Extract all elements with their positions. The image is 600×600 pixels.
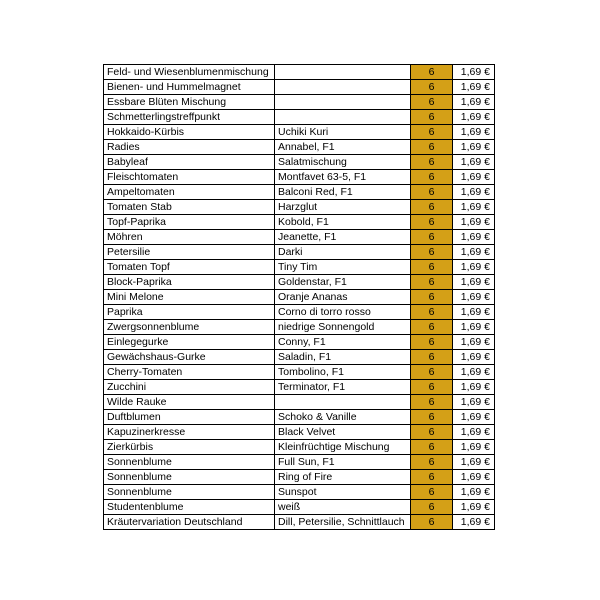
variety-cell: Black Velvet bbox=[275, 425, 411, 440]
plant-name-cell: Studentenblume bbox=[104, 500, 275, 515]
quantity-cell: 6 bbox=[411, 140, 453, 155]
quantity-cell: 6 bbox=[411, 350, 453, 365]
variety-cell bbox=[275, 80, 411, 95]
price-cell: 1,69 € bbox=[453, 260, 495, 275]
quantity-cell: 6 bbox=[411, 80, 453, 95]
variety-cell bbox=[275, 95, 411, 110]
variety-cell: niedrige Sonnengold bbox=[275, 320, 411, 335]
plant-name-cell: Cherry-Tomaten bbox=[104, 365, 275, 380]
plant-name-cell: Kapuzinerkresse bbox=[104, 425, 275, 440]
table-row bbox=[104, 290, 495, 305]
plant-name-cell: Zierkürbis bbox=[104, 440, 275, 455]
plant-name-cell: Einlegegurke bbox=[104, 335, 275, 350]
variety-cell: Conny, F1 bbox=[275, 335, 411, 350]
plant-name-cell: Schmetterlingstreffpunkt bbox=[104, 110, 275, 125]
table-row bbox=[104, 95, 495, 110]
price-cell: 1,69 € bbox=[453, 320, 495, 335]
variety-cell: Oranje Ananas bbox=[275, 290, 411, 305]
variety-cell bbox=[275, 110, 411, 125]
plant-name-cell: Tomaten Topf bbox=[104, 260, 275, 275]
price-cell: 1,69 € bbox=[453, 140, 495, 155]
price-cell: 1,69 € bbox=[453, 395, 495, 410]
quantity-cell: 6 bbox=[411, 290, 453, 305]
plant-name-cell: Ampeltomaten bbox=[104, 185, 275, 200]
quantity-cell: 6 bbox=[411, 215, 453, 230]
plant-name-cell: Duftblumen bbox=[104, 410, 275, 425]
quantity-cell: 6 bbox=[411, 440, 453, 455]
table-row bbox=[104, 170, 495, 185]
plant-name-cell: Fleischtomaten bbox=[104, 170, 275, 185]
variety-cell: Schoko & Vanille bbox=[275, 410, 411, 425]
quantity-cell: 6 bbox=[411, 65, 453, 80]
price-cell: 1,69 € bbox=[453, 350, 495, 365]
price-cell: 1,69 € bbox=[453, 515, 495, 530]
quantity-cell: 6 bbox=[411, 365, 453, 380]
table-row bbox=[104, 320, 495, 335]
price-cell: 1,69 € bbox=[453, 425, 495, 440]
variety-cell: Salatmischung bbox=[275, 155, 411, 170]
quantity-cell: 6 bbox=[411, 335, 453, 350]
variety-cell: Corno di torro rosso bbox=[275, 305, 411, 320]
price-cell: 1,69 € bbox=[453, 95, 495, 110]
plant-name-cell: Zwergsonnenblume bbox=[104, 320, 275, 335]
price-cell: 1,69 € bbox=[453, 275, 495, 290]
table-row bbox=[104, 245, 495, 260]
quantity-cell: 6 bbox=[411, 470, 453, 485]
quantity-cell: 6 bbox=[411, 155, 453, 170]
price-cell: 1,69 € bbox=[453, 440, 495, 455]
table-row bbox=[104, 80, 495, 95]
table-row bbox=[104, 395, 495, 410]
table-row bbox=[104, 365, 495, 380]
price-cell: 1,69 € bbox=[453, 500, 495, 515]
variety-cell: weiß bbox=[275, 500, 411, 515]
variety-cell: Kleinfrüchtige Mischung bbox=[275, 440, 411, 455]
price-cell: 1,69 € bbox=[453, 485, 495, 500]
seed-price-table bbox=[103, 64, 495, 530]
plant-name-cell: Möhren bbox=[104, 230, 275, 245]
price-cell: 1,69 € bbox=[453, 290, 495, 305]
price-cell: 1,69 € bbox=[453, 470, 495, 485]
table-row bbox=[104, 65, 495, 80]
price-cell: 1,69 € bbox=[453, 65, 495, 80]
quantity-cell: 6 bbox=[411, 500, 453, 515]
price-cell: 1,69 € bbox=[453, 380, 495, 395]
table-row bbox=[104, 230, 495, 245]
plant-name-cell: Bienen- und Hummelmagnet bbox=[104, 80, 275, 95]
quantity-cell: 6 bbox=[411, 185, 453, 200]
variety-cell: Saladin, F1 bbox=[275, 350, 411, 365]
table-row bbox=[104, 260, 495, 275]
plant-name-cell: Block-Paprika bbox=[104, 275, 275, 290]
quantity-cell: 6 bbox=[411, 455, 453, 470]
table-row bbox=[104, 185, 495, 200]
quantity-cell: 6 bbox=[411, 515, 453, 530]
price-cell: 1,69 € bbox=[453, 410, 495, 425]
price-cell: 1,69 € bbox=[453, 335, 495, 350]
table-row bbox=[104, 155, 495, 170]
variety-cell: Harzglut bbox=[275, 200, 411, 215]
price-cell: 1,69 € bbox=[453, 215, 495, 230]
plant-name-cell: Wilde Rauke bbox=[104, 395, 275, 410]
table-row bbox=[104, 215, 495, 230]
variety-cell: Montfavet 63-5, F1 bbox=[275, 170, 411, 185]
variety-cell bbox=[275, 65, 411, 80]
variety-cell: Uchiki Kuri bbox=[275, 125, 411, 140]
table-row bbox=[104, 470, 495, 485]
variety-cell bbox=[275, 395, 411, 410]
price-cell: 1,69 € bbox=[453, 455, 495, 470]
table-row bbox=[104, 455, 495, 470]
table-row bbox=[104, 350, 495, 365]
table-row bbox=[104, 125, 495, 140]
table-row bbox=[104, 275, 495, 290]
plant-name-cell: Essbare Blüten Mischung bbox=[104, 95, 275, 110]
quantity-cell: 6 bbox=[411, 125, 453, 140]
price-cell: 1,69 € bbox=[453, 125, 495, 140]
price-cell: 1,69 € bbox=[453, 155, 495, 170]
quantity-cell: 6 bbox=[411, 485, 453, 500]
plant-name-cell: Topf-Paprika bbox=[104, 215, 275, 230]
quantity-cell: 6 bbox=[411, 245, 453, 260]
price-cell: 1,69 € bbox=[453, 200, 495, 215]
quantity-cell: 6 bbox=[411, 170, 453, 185]
quantity-cell: 6 bbox=[411, 320, 453, 335]
plant-name-cell: Sonnenblume bbox=[104, 485, 275, 500]
price-cell: 1,69 € bbox=[453, 365, 495, 380]
variety-cell: Kobold, F1 bbox=[275, 215, 411, 230]
plant-name-cell: Radies bbox=[104, 140, 275, 155]
table-row bbox=[104, 410, 495, 425]
variety-cell: Darki bbox=[275, 245, 411, 260]
plant-name-cell: Hokkaido-Kürbis bbox=[104, 125, 275, 140]
plant-name-cell: Paprika bbox=[104, 305, 275, 320]
plant-name-cell: Sonnenblume bbox=[104, 470, 275, 485]
quantity-cell: 6 bbox=[411, 380, 453, 395]
price-cell: 1,69 € bbox=[453, 80, 495, 95]
quantity-cell: 6 bbox=[411, 260, 453, 275]
variety-cell: Jeanette, F1 bbox=[275, 230, 411, 245]
variety-cell: Tiny Tim bbox=[275, 260, 411, 275]
variety-cell: Ring of Fire bbox=[275, 470, 411, 485]
table-row bbox=[104, 440, 495, 455]
variety-cell: Dill, Petersilie, Schnittlauch bbox=[275, 515, 411, 530]
quantity-cell: 6 bbox=[411, 200, 453, 215]
table-row bbox=[104, 140, 495, 155]
table-row bbox=[104, 515, 495, 530]
plant-name-cell: Gewächshaus-Gurke bbox=[104, 350, 275, 365]
plant-name-cell: Kräutervariation Deutschland bbox=[104, 515, 275, 530]
table-row bbox=[104, 110, 495, 125]
table-row bbox=[104, 425, 495, 440]
quantity-cell: 6 bbox=[411, 230, 453, 245]
plant-name-cell: Sonnenblume bbox=[104, 455, 275, 470]
quantity-cell: 6 bbox=[411, 395, 453, 410]
table-row bbox=[104, 485, 495, 500]
table-row bbox=[104, 500, 495, 515]
price-cell: 1,69 € bbox=[453, 110, 495, 125]
table-row bbox=[104, 305, 495, 320]
quantity-cell: 6 bbox=[411, 425, 453, 440]
price-cell: 1,69 € bbox=[453, 305, 495, 320]
table-row bbox=[104, 200, 495, 215]
price-cell: 1,69 € bbox=[453, 230, 495, 245]
table-body bbox=[104, 65, 495, 530]
price-cell: 1,69 € bbox=[453, 170, 495, 185]
plant-name-cell: Tomaten Stab bbox=[104, 200, 275, 215]
plant-name-cell: Mini Melone bbox=[104, 290, 275, 305]
variety-cell: Annabel, F1 bbox=[275, 140, 411, 155]
quantity-cell: 6 bbox=[411, 110, 453, 125]
variety-cell: Tombolino, F1 bbox=[275, 365, 411, 380]
variety-cell: Terminator, F1 bbox=[275, 380, 411, 395]
variety-cell: Goldenstar, F1 bbox=[275, 275, 411, 290]
quantity-cell: 6 bbox=[411, 95, 453, 110]
quantity-cell: 6 bbox=[411, 410, 453, 425]
variety-cell: Full Sun, F1 bbox=[275, 455, 411, 470]
variety-cell: Sunspot bbox=[275, 485, 411, 500]
table-row bbox=[104, 380, 495, 395]
plant-name-cell: Petersilie bbox=[104, 245, 275, 260]
price-cell: 1,69 € bbox=[453, 245, 495, 260]
table-row bbox=[104, 335, 495, 350]
price-cell: 1,69 € bbox=[453, 185, 495, 200]
plant-name-cell: Babyleaf bbox=[104, 155, 275, 170]
quantity-cell: 6 bbox=[411, 305, 453, 320]
quantity-cell: 6 bbox=[411, 275, 453, 290]
variety-cell: Balconi Red, F1 bbox=[275, 185, 411, 200]
plant-name-cell: Zucchini bbox=[104, 380, 275, 395]
plant-name-cell: Feld- und Wiesenblumenmischung bbox=[104, 65, 275, 80]
